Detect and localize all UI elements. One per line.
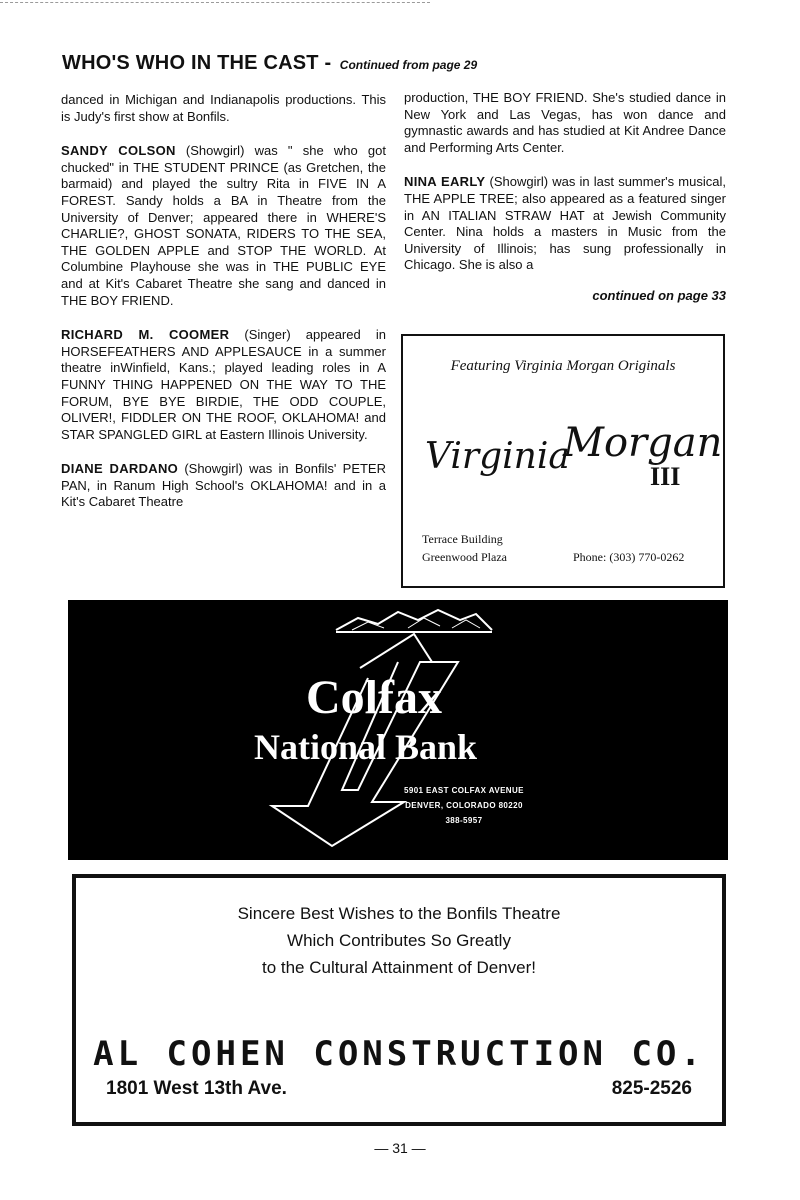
greeting-line3: to the Cultural Attainment of Denver!	[261, 958, 537, 977]
bio-entry	[61, 461, 386, 511]
continued-from-note: Continued from page 29	[339, 58, 478, 72]
bank-street: 5901 EAST COLFAX AVENUE	[404, 786, 524, 795]
bio-text: (Showgirl) was in Bonfils' PETER PAN, in Ranum High School's OKLAHOMA! and in a Kit's Cabaret Theatre	[61, 461, 386, 510]
ad-address-line2: Greenwood Plaza	[422, 550, 507, 564]
company-phone: 825-2526	[611, 1078, 692, 1099]
cast-name: DIANE DARDANO	[61, 461, 179, 477]
company-address: 1801 West 13th Ave.	[106, 1078, 287, 1099]
left-column	[61, 92, 386, 529]
bank-name-line2: National Bank	[254, 727, 478, 767]
cast-name: RICHARD M. COOMER	[61, 327, 230, 343]
greeting-line2: Which Contributes So Greatly	[287, 931, 511, 950]
bank-phone: 388-5957	[445, 816, 483, 825]
bio-entry	[61, 327, 386, 443]
top-edge-rule	[0, 2, 430, 3]
cast-name: NINA EARLY	[404, 174, 486, 190]
continued-on-note: continued on page 33	[592, 287, 726, 303]
bio-text: (Showgirl) was " she who got chucked" in THE STUDENT PRINCE (as Gretchen, the barmaid) and played the sultry Rita in FIVE IN A FOREST. Sandy holds a BA in Theatre from the University of Denver; appeared there in WHERE'S CHARLIE?, GHOST SONATA, RIDERS TO THE SEA, THE GOLDEN APPLE and STOP THE WORLD. At Columbine Playhouse she was in THE PUBLIC EYE and at Kit's Cabaret Theatre she sang and danced in THE BOY FRIEND.	[61, 143, 386, 308]
page-number: — 31 —	[374, 1140, 426, 1156]
logo-script-last: Morgan	[563, 420, 723, 466]
left-intro: danced in Michigan and Indianapolis productions. This is Judy's first show at Bonfils.	[61, 92, 386, 124]
ad-featuring-line: Featuring Virginia Morgan Originals	[450, 358, 676, 374]
greeting-line1: Sincere Best Wishes to the Bonfils Theatre	[237, 904, 561, 923]
logo-script-first: Virginia	[425, 436, 570, 477]
right-column	[404, 90, 726, 305]
colfax-bank-ad	[68, 600, 728, 860]
section-header	[62, 52, 477, 75]
bio-text: (Singer) appeared in HORSEFEATHERS AND APPLESAUCE in a summer theatre inWinfield, Kans.; played leading roles in A FUNNY THING HAPPENED ON THE WAY TO THE FORUM, BYE BYE BIRDIE, THE ODD COUPLE, OLIVER!, FIDDLER ON THE ROOF, OKLAHOMA! and STAR SPANGLED GIRL at Eastern Illinois University.	[61, 327, 386, 442]
ad-address-line1: Terrace Building	[422, 532, 503, 546]
ad-phone: Phone: (303) 770-0262	[573, 550, 685, 564]
right-intro: production, THE BOY FRIEND. She's studied dance in New York and Las Vegas, has won dance and gymnastic awards and has studied at Kit Andree Dance and Performing Arts Center.	[404, 90, 726, 155]
bio-entry	[61, 143, 386, 309]
bio-entry	[404, 174, 726, 274]
section-title: WHO'S WHO IN THE CAST -	[62, 52, 332, 74]
company-name: AL COHEN CONSTRUCTION CO.	[93, 1034, 705, 1074]
bank-address	[404, 783, 524, 828]
bio-text: (Showgirl) was in last summer's musical, THE APPLE TREE; also appeared as a featured singer in AN ITALIAN STRAW HAT at Jewish Community Center. Nina holds a masters in Music from the University of Illinois; has sung professionally in Chicago. She is also a	[404, 174, 726, 273]
logo-suffix: III	[650, 462, 681, 491]
bank-city: DENVER, COLORADO 80220	[405, 801, 523, 810]
cohen-construction-ad	[72, 874, 726, 1126]
bank-name-line1: Colfax	[306, 671, 442, 724]
cast-name: SANDY COLSON	[61, 143, 176, 159]
virginia-morgan-ad	[401, 334, 725, 588]
